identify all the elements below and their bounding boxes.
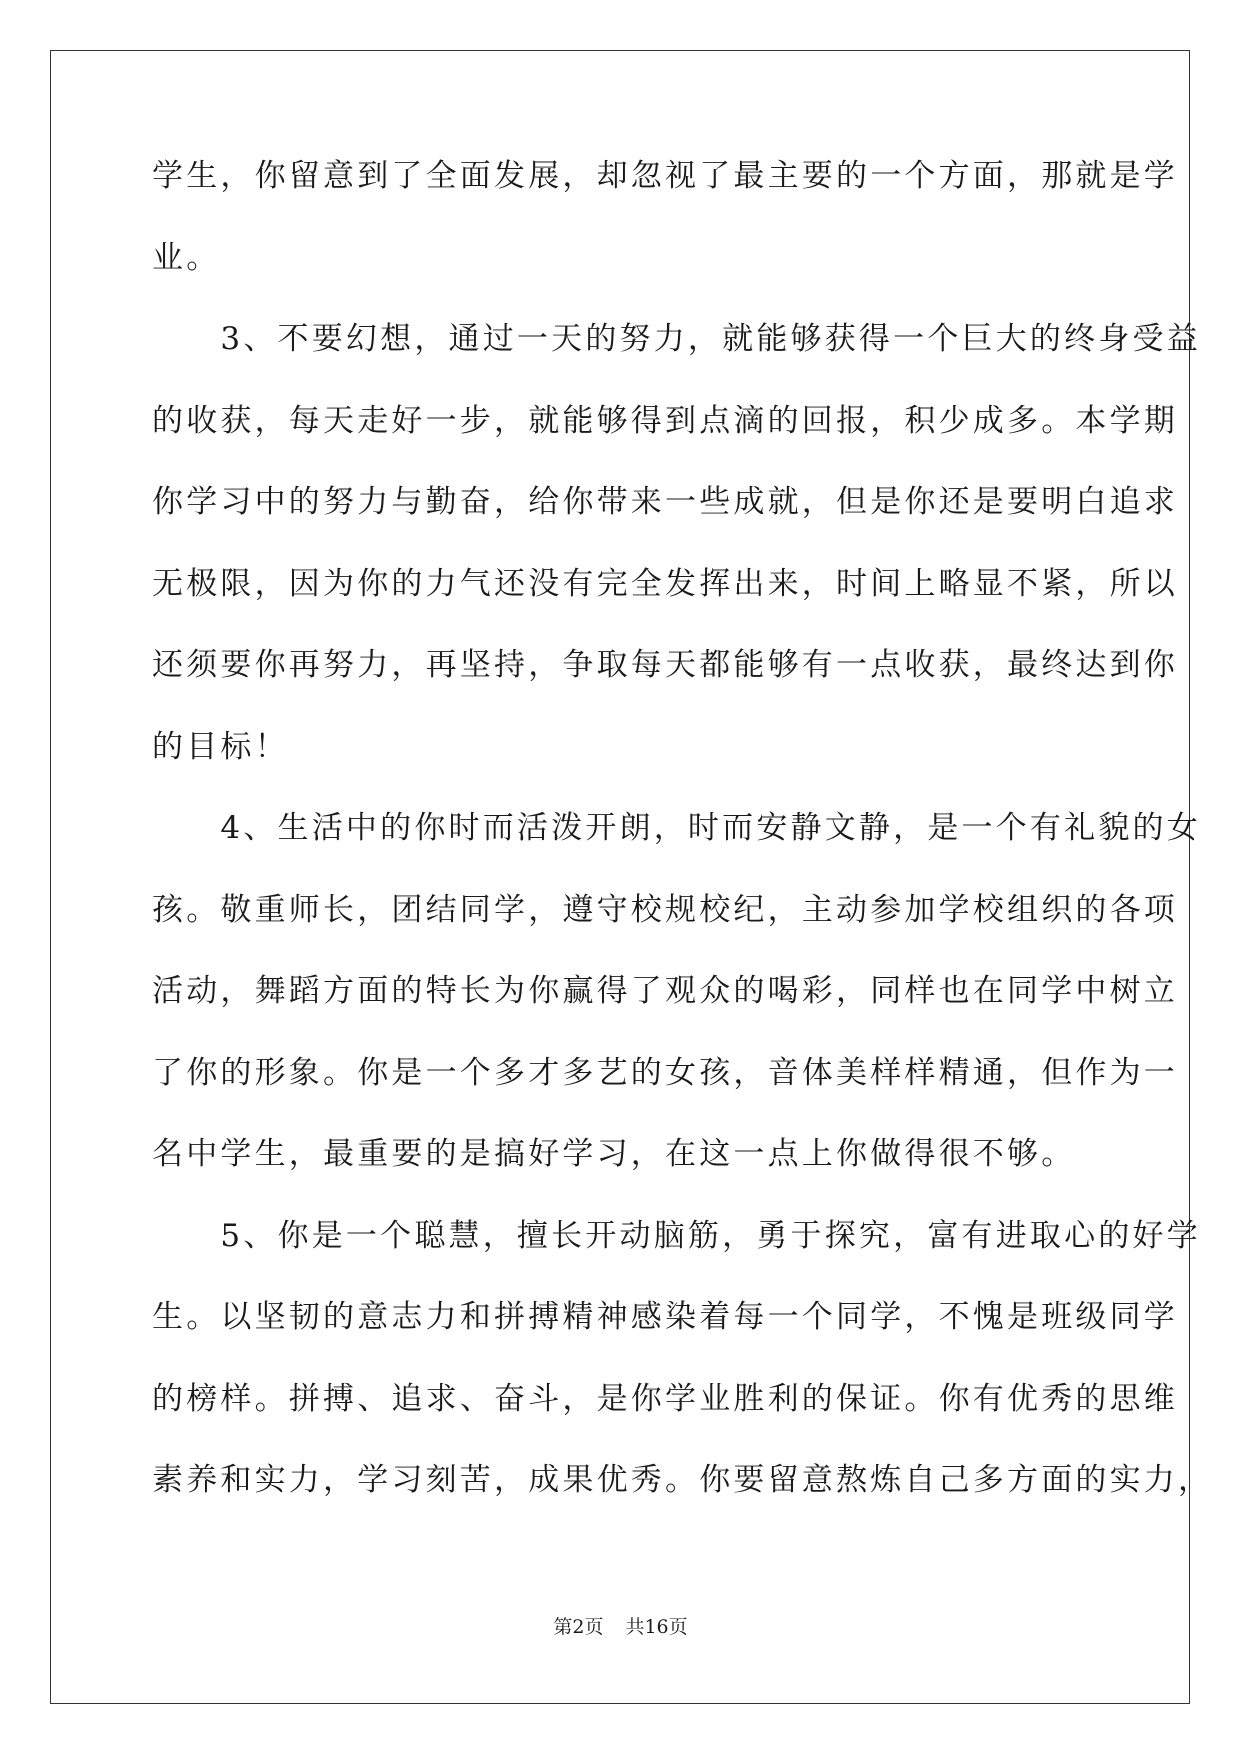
text-line: 5、你是一个聪慧，擅长开动脑筋，勇于探究，富有进取心的好学 [152, 1217, 1201, 1254]
text-line: 孩。敬重师长，团结同学，遵守校规校纪，主动参加学校组织的各项 [152, 891, 1178, 928]
text-line: 4、生活中的你时而活泼开朗，时而安静文静，是一个有礼貌的女 [152, 810, 1201, 846]
text-line: 的目标！ [152, 728, 289, 765]
text-line: 素养和实力，学习刻苦，成果优秀。你要留意熬炼自己多方面的实力， [152, 1462, 1213, 1498]
page-footer [0, 1612, 1241, 1639]
text-line: 学生，你留意到了全面发展，却忽视了最主要的一个方面，那就是学 [152, 158, 1178, 194]
text-line: 你学习中的努力与勤奋，给你带来一些成就，但是你还是要明白追求 [152, 484, 1178, 520]
text-line: 3、不要幻想，通过一天的努力，就能够获得一个巨大的终身受益 [152, 321, 1201, 357]
text-line: 无极限，因为你的力气还没有完全发挥出来，时间上略显不紧，所以 [152, 565, 1178, 602]
document-body [152, 158, 1213, 1546]
page-number: 第2页 [553, 1616, 604, 1638]
page-total: 共16页 [625, 1616, 688, 1638]
text-line: 还须要你再努力，再坚持，争取每天都能够有一点收获，最终达到你 [152, 647, 1178, 683]
text-line: 生。以坚韧的意志力和拼搏精神感染着每一个同学，不愧是班级同学 [152, 1299, 1178, 1335]
text-line: 活动，舞蹈方面的特长为你赢得了观众的喝彩，同样也在同学中树立 [152, 973, 1178, 1009]
text-line: 的榜样。拼搏、追求、奋斗，是你学业胜利的保证。你有优秀的思维 [152, 1380, 1178, 1417]
text-line: 的收获，每天走好一步，就能够得到点滴的回报，积少成多。本学期 [152, 402, 1178, 439]
text-line: 了你的形象。你是一个多才多艺的女孩，音体美样样精通，但作为一 [152, 1054, 1178, 1091]
text-line: 业。 [152, 239, 221, 276]
text-line: 名中学生，最重要的是搞好学习，在这一点上你做得很不够。 [152, 1136, 1076, 1172]
